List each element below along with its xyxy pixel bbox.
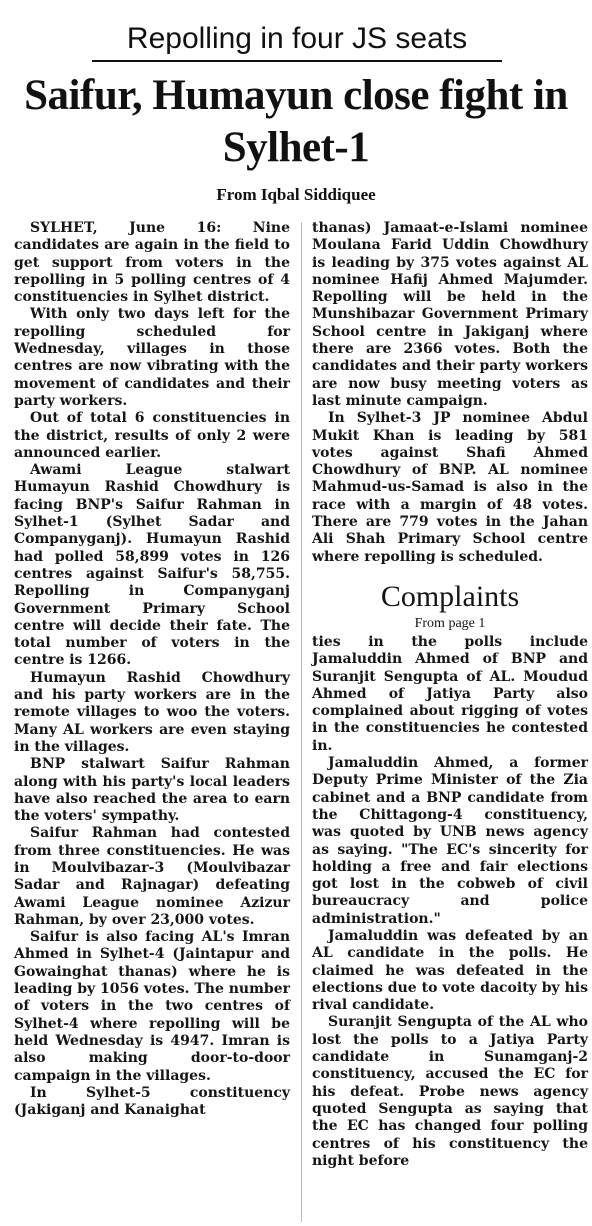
paragraph: Jamaluddin Ahmed, a former Deputy Prime Minister of the Zia cabinet and a BNP candidate from the Chittagong-4 constituency, was quoted by UNB news agency as saying. "The EC's sincerity for holding a free and fair elections got lost in the cobweb of civil bureaucracy and police administration.": [312, 755, 588, 927]
paragraph: Saifur Rahman had contested from three constituencies. He was in Moulvibazar-3 (Moulvibazar Sadar and Rajnagar) defeating Awami League nominee Azizur Rahman, by over 23,000 votes.: [14, 825, 290, 928]
paragraph: Out of total 6 constituencies in the district, results of only 2 were announced earlier.: [14, 410, 290, 461]
right-column: [312, 220, 588, 1170]
paragraph: In Sylhet-5 constituency (Jakiganj and Kanaighat: [14, 1084, 290, 1119]
complaints-heading: Complaints: [380, 579, 520, 613]
paragraph: Suranjit Sengupta of the AL who lost the polls to a Jatiya Party candidate in Sunamganj-2 constituency, accused the EC for his defeat. Probe news agency quoted Sengupta as saying that the EC has changed four polling centres of his constituency the night before: [312, 1014, 588, 1169]
paragraph: With only two days left for the repolling scheduled for Wednesday, villages in those centres are now vibrating with the movement of candidates and their party workers.: [14, 306, 290, 409]
section-banner-fragment: [150, 0, 450, 6]
paragraph: BNP stalwart Saifur Rahman along with his party's local leaders have also reached the area to earn the voters' sympathy.: [14, 756, 290, 825]
left-column: [14, 220, 290, 1119]
paragraph: In Sylhet-3 JP nominee Abdul Mukit Khan is leading by 581 votes against Shafi Ahmed Chowdhury of BNP. AL nominee Mahmud-us-Samad is also in the race with a margin of 48 votes. There are 779 votes in the Jahan Ali Shah Primary School centre where repolling is scheduled.: [312, 410, 588, 565]
kicker: Repolling in four JS seats: [92, 18, 502, 62]
paragraph: Saifur is also facing AL's Imran Ahmed in Sylhet-4 (Jaintapur and Gowainghat thanas) where he is leading by 1056 votes. The number of voters in the two centres of Sylhet-4 where repolling will be held Wednesday is 4947. Imran is also making door-to-door campaign in the villages.: [14, 929, 290, 1084]
headline: Saifur, Humayun close fight in Sylhet-1: [24, 72, 568, 171]
continuation-note: From page 1: [414, 615, 486, 631]
byline: From Iqbal Siddiquee: [216, 185, 376, 204]
paragraph: thanas) Jamaat-e-Islami nominee Moulana Farid Uddin Chowdhury is leading by 375 votes against AL nominee Hafij Ahmed Majumder. Repolling will be held in the Munshibazar Government Primary School centre in Jakiganj where there are 2366 votes. Both the candidates and their party workers are now busy meeting voters as last minute campaign.: [312, 220, 588, 409]
column-divider: [301, 222, 302, 1222]
paragraph: Awami League stalwart Humayun Rashid Chowdhury is facing BNP's Saifur Rahman in Sylhet-1 (Sylhet Sadar and Companyganj). Humayun Rashid had polled 58,899 votes in 126 centres against Saifur's 58,755. Repolling in Companyganj Government Primary School centre will decide their fate. The total number of voters in the centre is 1266.: [14, 462, 290, 669]
paragraph: Humayun Rashid Chowdhury and his party workers are in the remote villages to woo the voters. Many AL workers are even staying in the villages.: [14, 669, 290, 755]
paragraph: Jamaluddin was defeated by an AL candidate in the polls. He claimed he was defeated in the elections due to vote dacoity by his rival candidate.: [312, 927, 588, 1014]
paragraph: ties in the polls include Jamaluddin Ahmed of BNP and Suranjit Sengupta of AL. Moudud Ahmed of Jatiya Party also complained about rigging of votes in the constituencies he contested in.: [312, 633, 588, 754]
paragraph: SYLHET, June 16: Nine candidates are again in the field to get support from voters in the repolling in 5 polling centres of 4 constituencies in Sylhet district.: [14, 220, 290, 306]
